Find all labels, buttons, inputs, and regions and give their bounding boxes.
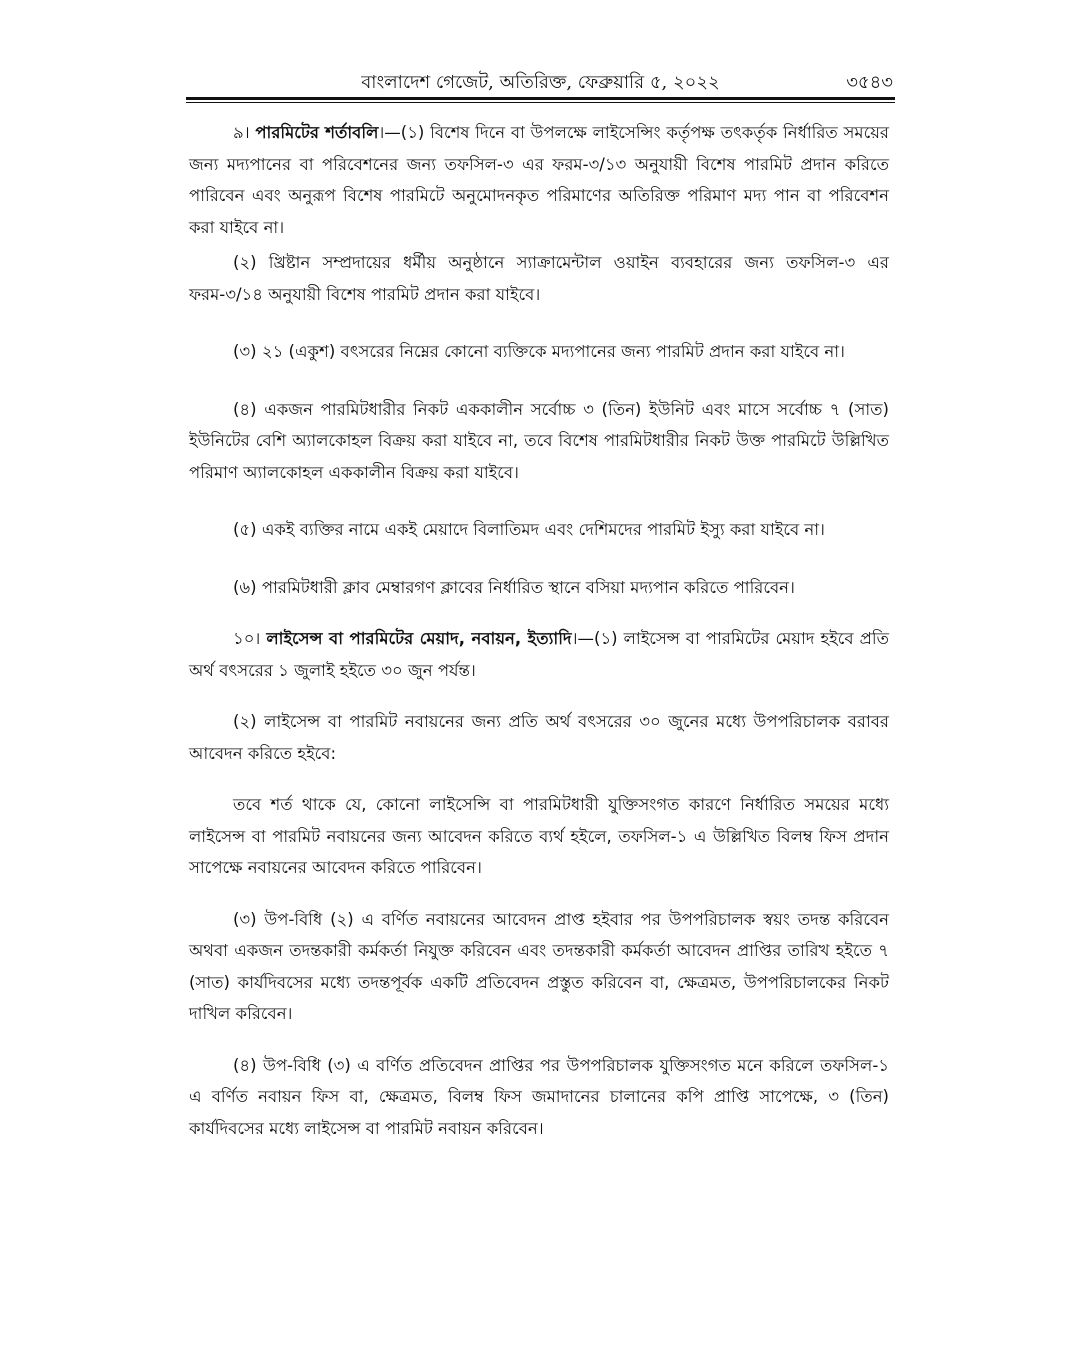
rule-10-paragraph xyxy=(189,623,889,686)
section-heading: পারমিটের শর্তাবলি xyxy=(255,123,379,142)
rule-9-subrule-2: (২) খ্রিষ্টান সম্প্রদায়ের ধর্মীয় অনুষ্ঠানে স্যাক্রামেন্টাল ওয়াইন ব্যবহারের জন্য তফসিল-৩ এর ফরম-৩/১৪ অনুযায়ী বিশেষ পারমিট প্রদান করা যাইবে। xyxy=(189,253,889,304)
gazette-title: বাংলাদেশ গেজেট, অতিরিক্ত, ফেব্রুয়ারি ৫, ২০২২ xyxy=(361,72,720,93)
rule-9-subrule-5: (৫) একই ব্যক্তির নামে একই মেয়াদে বিলাতিমদ এবং দেশিমদের পারমিট ইস্যু করা যাইবে না। xyxy=(233,520,825,539)
rule-9-subrule-6: (৬) পারমিটধারী ক্লাব মেম্বারগণ ক্লাবের নির্ধারিত স্থানে বসিয়া মদ্যপান করিতে পারিবেন। xyxy=(233,577,795,597)
rule-10-proviso: তবে শর্ত থাকে যে, কোনো লাইসেন্সি বা পারমিটধারী যুক্তিসংগত কারণে নির্ধারিত সময়ের মধ্যে লাইসেন্স বা পারমিট নবায়নের জন্য আবেদন করিতে ব্যর্থ হইলে, তফসিল-১ এ উল্লিখিত বিলম্ব ফিস প্রদান সাপেক্ষে নবায়নের আবেদন করিতে পারিবেন। xyxy=(189,795,889,877)
header-rule xyxy=(186,97,895,100)
page-number: ৩৫৪৩ xyxy=(846,72,893,93)
rule-9-subrule-4: (৪) একজন পারমিটধারীর নিকট এককালীন সর্বোচ্চ ৩ (তিন) ইউনিট এবং মাসে সর্বোচ্চ ৭ (সাত) ইউনিটের বেশি অ্যালকোহল বিক্রয় করা যাইবে না, তবে বিশেষ পারমিটধারীর নিকট উক্ত পারমিটে উল্লিখিত পরিমাণ অ্যালকোহল এককালীন বিক্রয় করা যাইবে। xyxy=(189,399,889,482)
header-rule-thin xyxy=(186,102,895,103)
rule-10-subrule-4: (৪) উপ-বিধি (৩) এ বর্ণিত প্রতিবেদন প্রাপ্তির পর উপপরিচালক যুক্তিসংগত মনে করিলে তফসিল-১ এ বর্ণিত নবায়ন ফিস বা, ক্ষেত্রমত, বিলম্ব ফিস জমাদানের চালানের কপি প্রাপ্তি সাপেক্ষে, ৩ (তিন) কার্যদিবসের মধ্যে লাইসেন্স বা পারমিট নবায়ন করিবেন। xyxy=(189,1055,889,1138)
rule-number: ৯। xyxy=(233,123,256,142)
page-header xyxy=(188,66,893,96)
rule-9-subrule-3: (৩) ২১ (একুশ) বৎসরের নিম্নের কোনো ব্যক্তিকে মদ্যপানের জন্য পারমিট প্রদান করা যাইবে না। xyxy=(233,342,845,361)
rule-number: ১০। xyxy=(233,629,267,648)
paragraph-text: ।—(১) লাইসেন্স বা পারমিটের মেয়াদ হইবে প্রতি অর্থ বৎসরের ১ জুলাই হইতে ৩০ জুন পর্যন্ত। xyxy=(189,629,889,680)
section-heading: লাইসেন্স বা পারমিটের মেয়াদ, নবায়ন, ইত্যাদি xyxy=(266,629,572,648)
rule-10-subrule-3: (৩) উপ-বিধি (২) এ বর্ণিত নবায়নের আবেদন প্রাপ্ত হইবার পর উপপরিচালক স্বয়ং তদন্ত করিবেন অথবা একজন তদন্তকারী কর্মকর্তা নিযুক্ত করিবেন এবং তদন্তকারী কর্মকর্তা আবেদন প্রাপ্তির তারিখ হইতে ৭ (সাত) কার্যদিবসের মধ্যে তদন্তপূর্বক একটি প্রতিবেদন প্রস্তুত করিবেন বা, ক্ষেত্রমত, উপপরিচালকের নিকট দাখিল করিবেন। xyxy=(189,909,889,1023)
rule-9-paragraph xyxy=(189,117,889,243)
document-body xyxy=(189,117,889,1144)
paragraph-text: ।—(১) বিশেষ দিনে বা উপলক্ষে লাইসেন্সিং কর্তৃপক্ষ তৎকর্তৃক নির্ধারিত সময়ের জন্য মদ্যপানের বা পরিবেশনের জন্য তফসিল-৩ এর ফরম-৩/১৩ অনুযায়ী বিশেষ পারমিট প্রদান করিতে পারিবেন এবং অনুরূপ বিশেষ পারমিটে অনুমোদনকৃত পরিমাণের অতিরিক্ত পরিমাণ মদ্য পান বা পরিবেশন করা যাইবে না। xyxy=(189,123,890,237)
rule-10-subrule-2: (২) লাইসেন্স বা পারমিট নবায়নের জন্য প্রতি অর্থ বৎসরের ৩০ জুনের মধ্যে উপপরিচালক বরাবর আবেদন করিতে হইবে: xyxy=(189,712,889,763)
